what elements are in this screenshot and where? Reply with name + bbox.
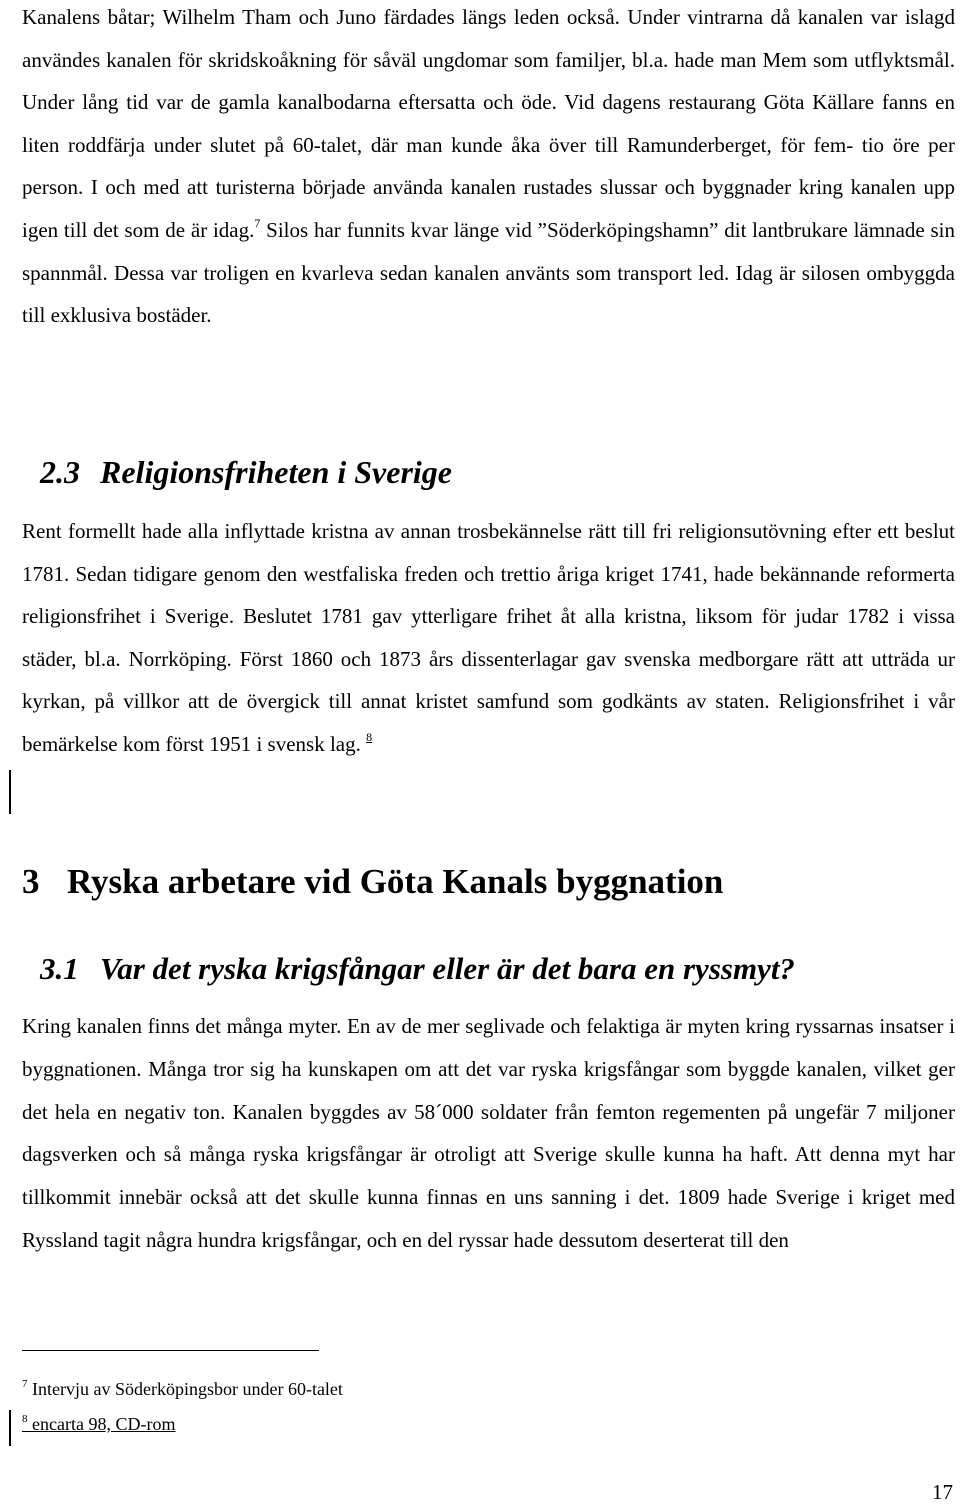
section-title: Var det ryska krigsfångar eller är det bara en ryssmyt? xyxy=(100,951,795,986)
section-number: 2.3 xyxy=(40,454,80,490)
body-paragraph-religious-freedom xyxy=(22,510,955,765)
body-paragraph-russian-myth xyxy=(22,1005,955,1262)
chapter-title: Ryska arbetare vid Göta Kanals byggnation xyxy=(67,862,724,901)
chapter-heading-russian-workers xyxy=(22,856,723,908)
footnote-text: encarta 98, CD-rom xyxy=(32,1414,176,1434)
footnote-separator xyxy=(22,1350,319,1351)
page-number: 17 xyxy=(932,1480,953,1504)
revision-change-bar xyxy=(9,1410,11,1446)
footnote-reference-8[interactable]: 8 xyxy=(366,729,373,744)
paragraph-text: Rent formellt hade alla inflyttade kristna av annan trosbekännelse rätt till fri religionsutövning efter ett beslut 1781. Sedan tidigare genom den westfaliska freden och trettio åriga kriget 1741, hade bekännande reformerta religionsfrihet i Sverige. Beslutet 1781 gav ytterligare frihet åt alla kristna, liksom för judar 1782 i vissa städer, bl.a. Norrköping. Först 1860 och 1873 års dissenterlagar gav svenska medborgare rätt att utträda ur kyrkan, på villkor att de övergick till annat kristet samfund som godkänts av staten. Religionsfrihet i vår bemärkelse kom först 1951 i svensk lag. xyxy=(22,519,955,756)
footnote-8 xyxy=(22,1412,175,1436)
paragraph-text: Kanalens båtar; Wilhelm Tham och Juno färdades längs leden också. Under vintrarna då kanalen var islagd användes kanalen för skridskoåkning för såväl ungdomar som familjer, bl.a. hade man Mem som utflyktsmål. Under lång tid var de gamla kanalbodarna eftersatta och öde. Vid dagens restaurang Göta Källare fanns en liten roddfärja under slutet på 60-talet, där man kunde åka över till Ramunderberget, för fem- tio öre per person. I och med att turisterna började använda kanalen rustades slussar och byggnader kring kanalen upp igen till det som de är idag. xyxy=(22,5,955,242)
footnote-reference-7[interactable]: 7 xyxy=(254,215,261,230)
paragraph-text: Kring kanalen finns det många myter. En av de mer seglivade och felaktiga är myten kring ryssarnas insatser i byggnationen. Många tror sig ha kunskapen om att det var ryska krigsfångar som byggde kanalen, vilket ger det hela en negativ ton. Kanalen byggdes av 58´000 soldater från femton regementen på ungefär 7 miljoner dagsverken och så många ryska krigsfångar är otroligt att Sverige skulle kunna ha haft. Att denna myt har tillkommit innebär också att det skulle kunna finnas en uns sanning i det. 1809 hade Sverige i kriget med Ryssland tagit några hundra krigsfångar, och en del ryssar hade dessutom deserterat till den xyxy=(22,1014,955,1252)
section-title: Religionsfriheten i Sverige xyxy=(100,454,452,490)
footnote-text: Intervju av Söderköpingsbor under 60-talet xyxy=(32,1379,343,1399)
footnote-number: 8 xyxy=(22,1413,28,1425)
revision-change-bar xyxy=(9,770,11,814)
paragraph-text-continued: Silos har funnits kvar länge vid ”Söderköpingshamn” dit lantbrukare lämnade sin spannmål. Dessa var troligen en kvarleva sedan kanalen använts som transport led. Idag är silosen ombyggda till exklusiva bostäder. xyxy=(22,217,955,328)
section-heading-russian-myth xyxy=(40,946,795,992)
footnote-number: 7 xyxy=(22,1378,28,1390)
body-paragraph-canal-history xyxy=(22,0,955,337)
footnote-7 xyxy=(22,1377,343,1401)
section-heading-religious-freedom xyxy=(40,448,452,496)
section-number: 3.1 xyxy=(40,951,79,986)
chapter-number: 3 xyxy=(22,862,40,901)
